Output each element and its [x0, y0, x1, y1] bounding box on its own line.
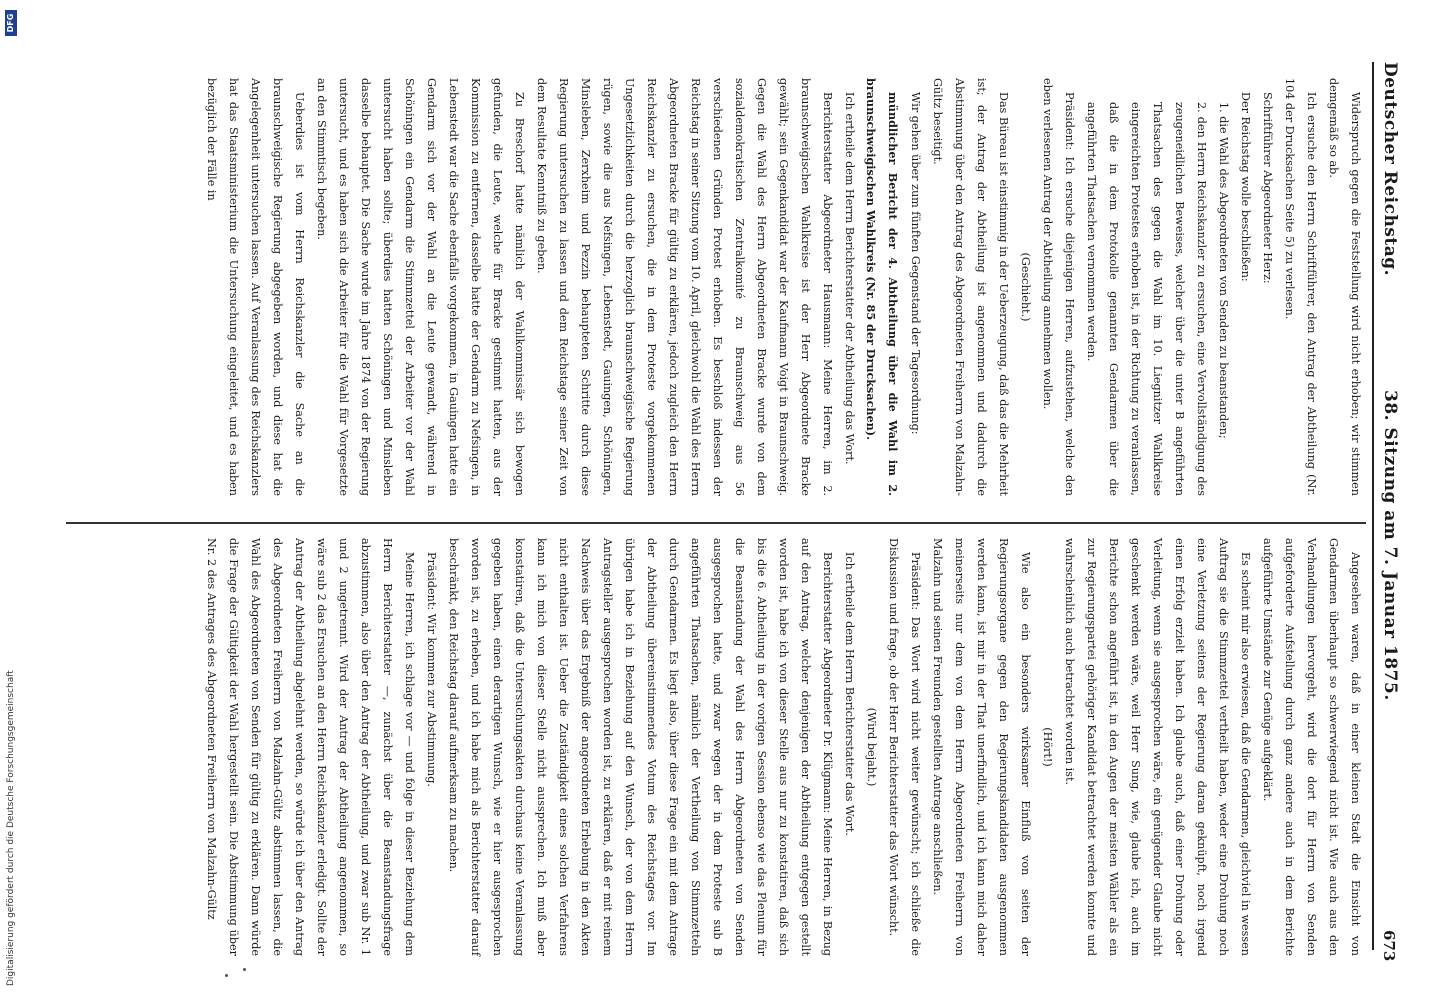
paragraph: Meine Herren, ich schlage vor — und folge in dieser Beziehung dem Herrn Berichterstatter —, zunächst über die Beanstandungsfrage abzustimmen, also über den Antrag der Abtheilung, und zwar sub Nr. 1 und 2 ungetrennt. Wird der Antrag der Abtheilung angenommen, so wäre sub 2 das Ersuchen an den Herrn Reichskanzler erledigt. Sollte der Antrag der Abtheilung abgelehnt werden, so würde ich über den Antrag des Abgeordneten Freiherrn von Malzahn-Gültz abstimmen lassen, die Wahl des Abgeordneten von Senden für gültig zu erklären. Dann würde die Frage der Gültigkeit der Wahl hergestellt sein. Die Abstimmung über Nr. 2 des Antrages des Abgeordneten Freiherrn von Malzahn-Gültz [205, 538, 416, 956]
stage-direction: (Hört!) [1041, 727, 1054, 767]
header-left: Deutscher Reichstag. [1380, 62, 1400, 277]
stage-direction: (Wird bejaht.) [865, 707, 878, 787]
list-item: 1. die Wahl des Abgeordneten von Senden zu beanstanden; [1217, 102, 1230, 439]
header-center: 38. Sitzung am 7. Januar 1875. [1380, 390, 1400, 701]
scan-speck [225, 974, 228, 977]
page-number: 673 [1380, 930, 1398, 962]
paragraph: Berichterstatter Abgeordneter Dr. Klügmann: Meine Herren, in Bezug auf den Antrag, welcher denjenigen der Abtheilung entgegen gestellt worden ist, habe ich von dieser Stelle aus nur zu konstatiren, daß sich bis die 6. Abtheilung in der vorigen Session ebenso wie das Plenum für die Beanstandung der Wahl des Herrn Abgeordneten von Senden ausgesprochen hatte, und zwar wegen der in dem Proteste sub B angeführten Thatsachen, nämlich der Vertheilung von Stimmzetteln durch Gendarmen. Es liegt also, über diese Frage ein mit dem Antrage der Abtheilung übereinstimmendes Votum des Reichstages vor. Im übrigen habe ich in Beziehung auf den Wunsch, der von dem Herrn Antragsteller ausgesprochen worden ist, zu erklären, daß er mit reinem Nachweis über das Ergebniß der angeordneten Erhebung in den Akten nicht enthalten ist. Ueber die Zuständigkeit eines solchen Verfahrens kann ich mich von dieser Stelle nicht aussprechen. Ich muß aber konstatiren, daß die Untersuchungsakten durchaus keine Veranlassung gegeben haben, einen derartigen Wunsch, wie er hier ausgesprochen worden ist, zu erheben, und ich habe mich als Berichterstatter darauf beschränkt, den Reichstag darauf aufmerksam zu machen. [447, 538, 834, 956]
paragraph: Angesehen waren, daß in einer kleinen Stadt die Einsicht von Gendarmen überhaupt so schwerwiegend nicht ist. Wie auch aus den Verhandlungen hervorgeht, wird die dort für Herrn von Senden aufgeforderte Aufstellung durch ganz andere auch in dem Berichte aufgeführte Umstände zur Genüge aufgeklärt. [1261, 538, 1362, 956]
dfg-logo: DFG [5, 10, 17, 36]
paragraph: Ich ertheile dem Herrn Berichterstatter der Abtheilung das Wort. [843, 92, 856, 465]
paragraph: Wir gehen über zum fünften Gegenstand der Tagesordnung: [909, 92, 922, 435]
side-strip [0, 0, 24, 1000]
stage-direction: (Geschieht.) [1019, 252, 1032, 322]
scan-speck [243, 968, 246, 971]
paragraph: Widerspruch gegen die Feststellung wird nicht erhoben; wir stimmen demgemäß so ab. [1327, 78, 1362, 496]
header-rule [1372, 62, 1374, 950]
paragraph: Ich ertheile dem Herrn Berichterstatter das Wort. [843, 552, 856, 836]
left-column [200, 78, 1366, 496]
paragraph: Schriftführer Abgeordneter Herz: [1261, 92, 1274, 284]
paragraph: Der Reichstag wolle beschließen: [1239, 92, 1252, 282]
paragraph: Zu Breschorf hatte nämlich der Wahlkommissär sich bewogen gefunden, die Leute, welche für Bracke gestimmt hatten, aus der Kommission zu entfernen, dasselbe hatte der Gendarm zu Nefsingen, in Lebenstedt war die Sache ebenfalls vorgekommen, in Gauingen hatte ein Gendarm sich vor der Wahl an die Leute gewandt, während in Schöningen ein Gendarm die Stimmzettel der Arbeiter vor der Wahl untersucht haben sollte; überdies hatten Schöningen und Minsleben dasselbe behauptet. Die Sache wurde im Jahre 1874 von der Regierung untersucht, und es haben sich die Arbeiter für die Wahl für Vorgesetzte an den Stimmtisch begeben. [315, 78, 526, 496]
paragraph: Es scheint mir also erwiesen, daß die Gendarmen, gleichviel in wessen Auftrag sie die Stimmzettel vertheilt haben, weder eine Drohung noch eine Verletzung seitens der Regierung daran geknüpft, noch irgend einen Erfolg erzielt haben. Ich glaube auch, daß einer Drohung oder Verleitung, wenn sie ausgesprochen wäre, ein genügender Glaube nicht geschenkt werden wäre, weil Herr Sung, wie, glaube ich, auch im Berichte schon angeführt ist, in den Augen der meisten Wähler als ein zur Regierungspartei gehöriger Kandidat betrachtet werden konnte und wahrscheinlich auch betrachtet worden ist. [1063, 538, 1252, 956]
digitization-note: Digitalisierung gefördert durch die Deutsche Forschungsgemeinschaft [6, 670, 16, 986]
paragraph: Präsident: Das Wort wird nicht weiter gewünscht; ich schließe die Diskussion und frage, ob der Herr Berichterstatter das Wort wünscht. [887, 538, 922, 956]
right-column [200, 538, 1366, 956]
paragraph: Berichterstatter Abgeordneter Hausmann: Meine Herren, im 2. braunschweigischen Wahlkreise ist der Herr Abgeordnete Bracke gewählt; sein Gegenkandidat war der Kaufmann Voigt in Braunschweig. Gegen die Wahl des Herrn Abgeordneten Bracke wurde von dem sozialdemokratischen Zentralkomité zu Braunschweig aus 56 verschiedenen Gründen Protest erhoben. Es beschloß indessen der Reichstag in seiner Sitzung vom 10. April, gleichwohl die Wahl des Herrn Abgeordneten Bracke für gültig zu erklären, jedoch zugleich den Herrn Reichskanzler zu ersuchen, die in dem Proteste vorgekommenen Ungesetzlichkeiten durch die herzoglich braunschweigische Regierung rügen, sowie die aus Nefsingen, Lebenstedt, Gauingen, Schöningen, Minsleben, Zerxheim und Pezzin behaupteten Schritte durch diese Regierung untersuchen zu lassen und dem Reichstage seiner Zeit von dem Resultate Kenntniß zu geben. [535, 78, 834, 496]
paragraph: Das Büreau ist einstimmig in der Ueberzeugung, daß das die Mehrheit ist; der Antrag der Abtheilung ist angenommen und dadurch die Abstimmung über den Antrag des Abgeordneten Freiherrn von Malzahn-Gültz beseitigt. [931, 78, 1010, 496]
paragraph: Wie also ein besonders wirksamer Einfluß von seiten der Regierungsorgane gegen den Regierungskandidaten ausgenommen werden kann, ist mir in der That unerfindlich, und ich kann mich daher meinerseits nur dem von dem Herrn Abgeordneten Freiherrn von Malzahn und seinen Freunden gestellten Antrage anschließen. [931, 538, 1032, 956]
paragraph: Präsident: Wir kommen zur Abstimmung. [425, 552, 438, 787]
list-item: 2. den Herrn Reichskanzler zu ersuchen, eine Vervollständigung des zeugeneidlichen Beweises, welcher über die unter B angeführten Thatsachen des gegen die Wahl im 10. Liegnitzer Wahlkreise eingereichten Protestes erhoben ist, in der Richtung zu veranlassen, daß die in dem Protokolle genannten Gendarmen über die angeführten Thatsachen vernommen werden. [1085, 102, 1208, 496]
paragraph: Präsident: Ich ersuche diejenigen Herren, aufzustehen, welche den eben verlesenen Antrag der Abtheilung annehmen wollen. [1041, 78, 1076, 496]
column-rule [66, 522, 1366, 524]
paragraph: Ueberdies ist vom Herrn Reichskanzler die Sache an die braunschweigische Regierung abgegeben worden, und diese hat die Angelegenheit untersuchen lassen. Auf Veranlassung des Reichskanzlers hat das Staatsministerium die Untersuchung eingeleitet, und es haben bezüglich der Fälle in [205, 78, 306, 496]
agenda-heading: mündlicher Bericht der 4. Abtheilung über die Wahl im 2. braunschweigischen Wahlkreis (Nr. 85 der Drucksachen). [864, 78, 900, 496]
paragraph: Ich ersuche den Herrn Schriftführer, den Antrag der Abtheilung (Nr. 104 der Drucksachen Seite 5) zu verlesen. [1283, 78, 1318, 496]
